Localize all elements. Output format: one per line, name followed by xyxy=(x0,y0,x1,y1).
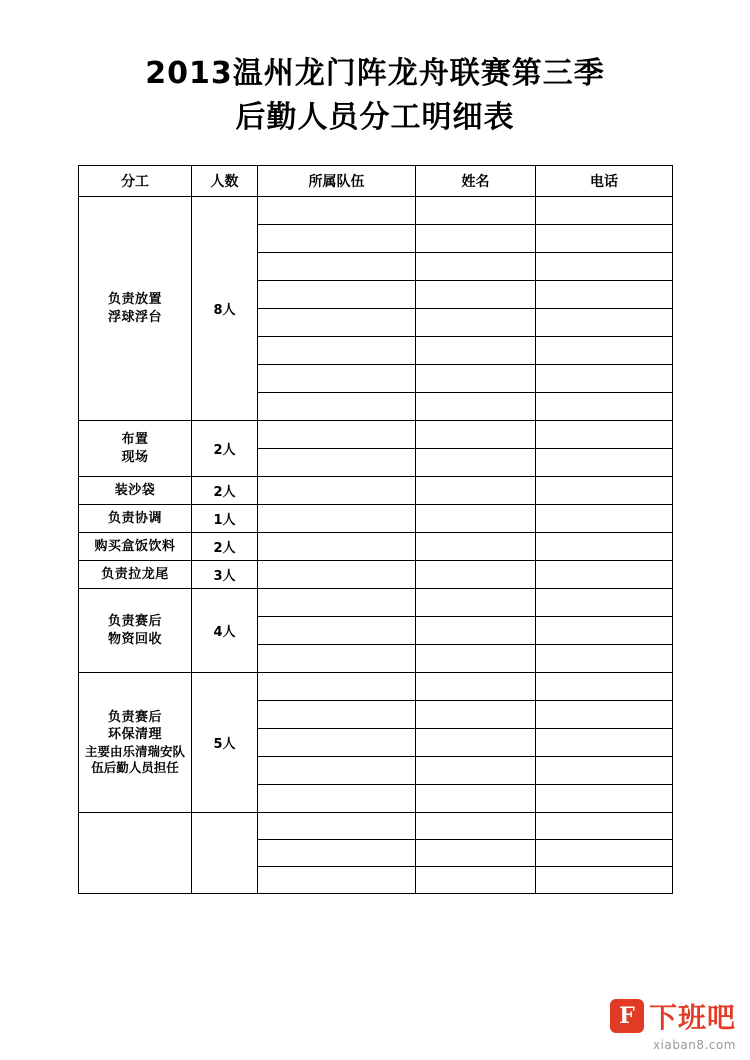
cell-role xyxy=(79,505,192,533)
cell-phone[interactable] xyxy=(536,309,673,337)
column-header-name: 姓名 xyxy=(416,166,536,197)
watermark-logo-row xyxy=(610,996,736,1036)
cell-team[interactable] xyxy=(258,673,416,701)
cell-name[interactable] xyxy=(416,505,536,533)
cell-team[interactable] xyxy=(258,365,416,393)
table-row xyxy=(79,421,673,449)
cell-role xyxy=(79,197,192,421)
cell-phone[interactable] xyxy=(536,840,673,867)
cell-phone[interactable] xyxy=(536,673,673,701)
cell-name[interactable] xyxy=(416,197,536,225)
cell-name[interactable] xyxy=(416,673,536,701)
cell-name[interactable] xyxy=(416,253,536,281)
cell-role xyxy=(79,421,192,477)
cell-team[interactable] xyxy=(258,617,416,645)
cell-name[interactable] xyxy=(416,785,536,813)
cell-team[interactable] xyxy=(258,225,416,253)
cell-phone[interactable] xyxy=(536,225,673,253)
title-line-2: 后勤人员分工明细表 xyxy=(235,99,515,135)
cell-name[interactable] xyxy=(416,309,536,337)
column-header-role: 分工 xyxy=(79,166,192,197)
cell-team[interactable] xyxy=(258,477,416,505)
cell-name[interactable] xyxy=(416,645,536,673)
table-row xyxy=(79,197,673,225)
cell-name[interactable] xyxy=(416,281,536,309)
cell-phone[interactable] xyxy=(536,365,673,393)
watermark xyxy=(610,996,736,1052)
cell-team[interactable] xyxy=(258,393,416,421)
cell-count: 2人 xyxy=(192,421,258,477)
cell-phone[interactable] xyxy=(536,505,673,533)
cell-team[interactable] xyxy=(258,197,416,225)
cell-phone[interactable] xyxy=(536,477,673,505)
cell-phone[interactable] xyxy=(536,729,673,757)
cell-role-line-2: 环保清理 xyxy=(107,727,162,743)
cell-team[interactable] xyxy=(258,701,416,729)
cell-phone[interactable] xyxy=(536,281,673,309)
cell-role xyxy=(79,477,192,505)
cell-name[interactable] xyxy=(416,617,536,645)
cell-role-line-1: 购买盒饭饮料 xyxy=(94,538,176,554)
cell-count: 2人 xyxy=(192,533,258,561)
table-row xyxy=(79,477,673,505)
table-row xyxy=(79,561,673,589)
watermark-url: xiaban8.com xyxy=(653,1038,736,1052)
watermark-badge-icon: F xyxy=(610,999,644,1033)
cell-phone[interactable] xyxy=(536,645,673,673)
cell-team[interactable] xyxy=(258,561,416,589)
column-header-count: 人数 xyxy=(192,166,258,197)
cell-name[interactable] xyxy=(416,449,536,477)
cell-role-line-1: 装沙袋 xyxy=(114,482,156,498)
cell-role xyxy=(79,813,192,894)
cell-name[interactable] xyxy=(416,701,536,729)
column-header-team: 所属队伍 xyxy=(258,166,416,197)
cell-count xyxy=(192,813,258,894)
cell-phone[interactable] xyxy=(536,617,673,645)
cell-team[interactable] xyxy=(258,505,416,533)
cell-role xyxy=(79,561,192,589)
table-row xyxy=(79,589,673,617)
cell-name[interactable] xyxy=(416,477,536,505)
cell-role xyxy=(79,533,192,561)
table-row xyxy=(79,533,673,561)
cell-team[interactable] xyxy=(258,840,416,867)
cell-count: 5人 xyxy=(192,673,258,813)
title-line-1: 2013温州龙门阵龙舟联赛第三季 xyxy=(145,56,605,91)
table-row xyxy=(79,673,673,701)
cell-role-line-1: 负责赛后 xyxy=(107,709,162,725)
cell-team[interactable] xyxy=(258,757,416,785)
cell-team[interactable] xyxy=(258,813,416,840)
cell-role-line-2: 浮球浮台 xyxy=(107,309,162,325)
cell-phone[interactable] xyxy=(536,253,673,281)
cell-phone[interactable] xyxy=(536,533,673,561)
cell-name[interactable] xyxy=(416,365,536,393)
cell-role-line-1: 负责赛后 xyxy=(107,613,162,629)
watermark-text: 下班吧 xyxy=(648,1001,736,1034)
cell-role xyxy=(79,673,192,813)
cell-phone[interactable] xyxy=(536,561,673,589)
cell-team[interactable] xyxy=(258,281,416,309)
cell-team[interactable] xyxy=(258,337,416,365)
cell-team[interactable] xyxy=(258,449,416,477)
cell-phone[interactable] xyxy=(536,337,673,365)
cell-phone[interactable] xyxy=(536,421,673,449)
cell-phone[interactable] xyxy=(536,701,673,729)
cell-role xyxy=(79,589,192,673)
cell-count: 2人 xyxy=(192,477,258,505)
cell-role-line-2: 现场 xyxy=(121,449,149,465)
page-title xyxy=(0,0,750,139)
assignment-table xyxy=(78,165,673,894)
cell-team[interactable] xyxy=(258,421,416,449)
assignment-table-wrapper xyxy=(78,165,672,894)
cell-role-line-1: 负责放置 xyxy=(107,291,162,307)
cell-phone[interactable] xyxy=(536,449,673,477)
cell-name[interactable] xyxy=(416,561,536,589)
cell-role-line-1: 负责拉龙尾 xyxy=(101,566,169,582)
cell-team[interactable] xyxy=(258,729,416,757)
cell-name[interactable] xyxy=(416,421,536,449)
cell-phone[interactable] xyxy=(536,197,673,225)
cell-name[interactable] xyxy=(416,337,536,365)
cell-team[interactable] xyxy=(258,253,416,281)
cell-role-line-1: 布置 xyxy=(121,431,149,447)
table-body xyxy=(79,197,673,894)
table-row xyxy=(79,505,673,533)
cell-phone[interactable] xyxy=(536,589,673,617)
cell-role-line-2: 物资回收 xyxy=(107,631,162,647)
cell-name[interactable] xyxy=(416,225,536,253)
cell-name[interactable] xyxy=(416,867,536,894)
cell-name[interactable] xyxy=(416,589,536,617)
cell-team[interactable] xyxy=(258,309,416,337)
cell-name[interactable] xyxy=(416,533,536,561)
cell-count: 8人 xyxy=(192,197,258,421)
cell-phone[interactable] xyxy=(536,785,673,813)
table-header-row xyxy=(79,166,673,197)
cell-team[interactable] xyxy=(258,645,416,673)
cell-name[interactable] xyxy=(416,813,536,840)
cell-phone[interactable] xyxy=(536,813,673,840)
cell-name[interactable] xyxy=(416,840,536,867)
cell-role-line-1: 负责协调 xyxy=(107,510,162,526)
cell-name[interactable] xyxy=(416,393,536,421)
cell-phone[interactable] xyxy=(536,867,673,894)
cell-name[interactable] xyxy=(416,757,536,785)
cell-name[interactable] xyxy=(416,729,536,757)
column-header-phone: 电话 xyxy=(536,166,673,197)
cell-count: 3人 xyxy=(192,561,258,589)
cell-team[interactable] xyxy=(258,785,416,813)
cell-team[interactable] xyxy=(258,533,416,561)
cell-team[interactable] xyxy=(258,867,416,894)
cell-team[interactable] xyxy=(258,589,416,617)
table-row xyxy=(79,813,673,840)
cell-phone[interactable] xyxy=(536,757,673,785)
cell-count: 4人 xyxy=(192,589,258,673)
cell-role-note: 主要由乐清瑞安队伍后勤人员担任 xyxy=(84,743,185,776)
cell-phone[interactable] xyxy=(536,393,673,421)
cell-count: 1人 xyxy=(192,505,258,533)
